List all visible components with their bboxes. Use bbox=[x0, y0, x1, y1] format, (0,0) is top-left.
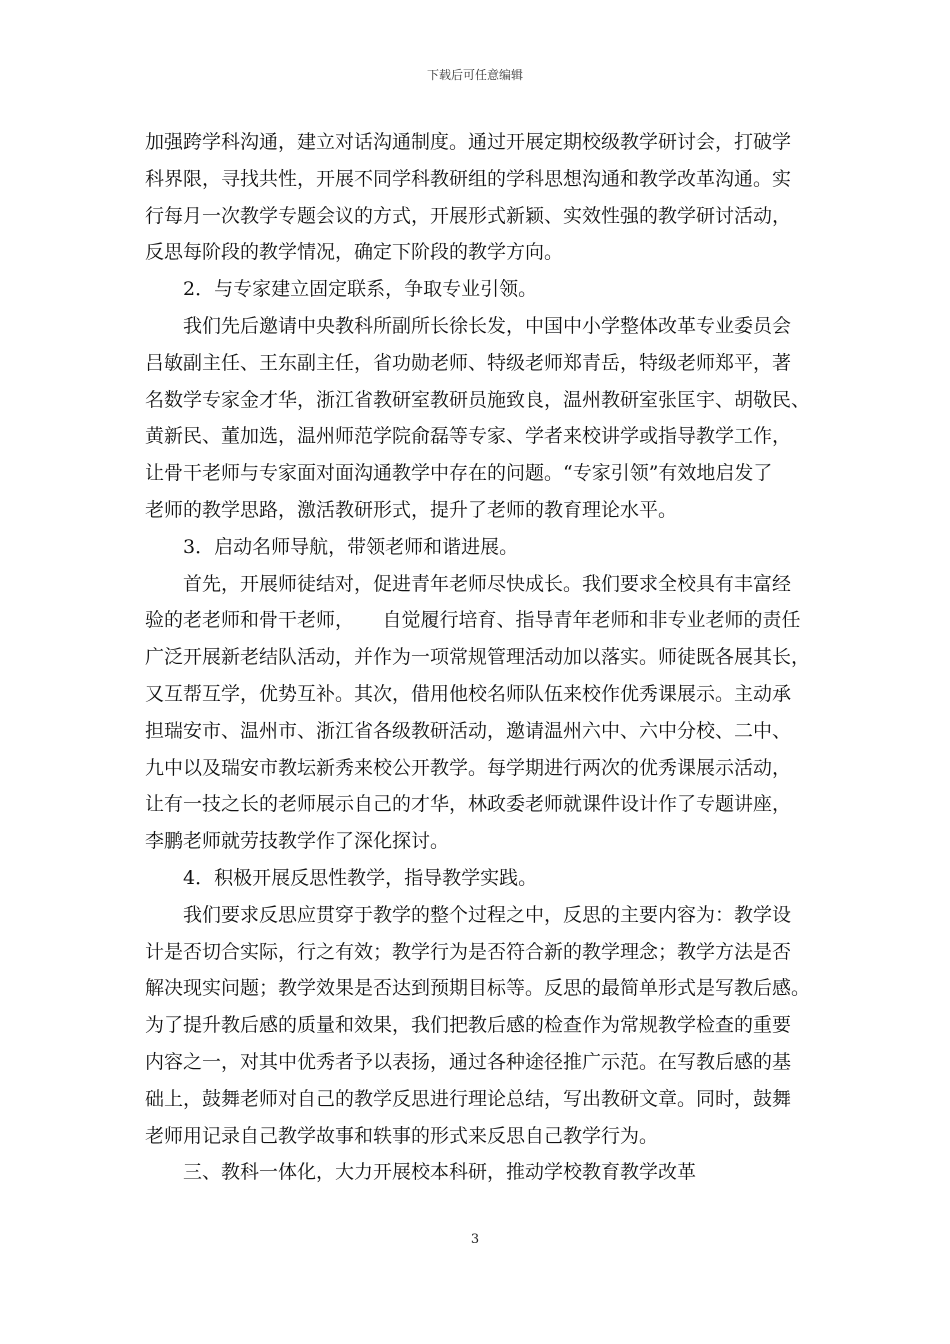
body-line: 内容之一，对其中优秀者予以表扬，通过各种途径推广示范。在写教后感的基 bbox=[145, 1050, 792, 1073]
body-line: 名数学专家金才华，浙江省教研室教研员施致良，温州教研室张匡宇、胡敬民、 bbox=[145, 388, 811, 411]
document-body bbox=[145, 124, 817, 1191]
body-line: 加强跨学科沟通，建立对话沟通制度。通过开展定期校级教学研讨会，打破学 bbox=[145, 131, 792, 153]
body-line: 九中以及瑞安市教坛新秀来校公开教学。每学期进行两次的优秀课展示活动， bbox=[145, 756, 792, 779]
body-line: 科界限，寻找共性，开展不同学科教研组的学科思想沟通和教学改革沟通。实 bbox=[145, 167, 792, 190]
body-line: 广泛开展新老结队活动，并作为一项常规管理活动加以落实。师徒既各展其长， bbox=[145, 646, 811, 669]
page-number: 3 bbox=[470, 1232, 480, 1247]
body-line: 老师的教学思路，激活教研形式，提升了老师的教育理论水平。 bbox=[145, 498, 678, 521]
body-line: 我们先后邀请中央教科所副所长徐长发，中国中小学整体改革专业委员会 bbox=[183, 314, 792, 337]
body-line: 为了提升教后感的质量和效果，我们把教后感的检查作为常规教学检查的重要 bbox=[145, 1014, 792, 1037]
body-line: 计是否切合实际，行之有效；教学行为是否符合新的教学理念；教学方法是否 bbox=[145, 940, 792, 963]
body-line: 解决现实问题；教学效果是否达到预期目标等。反思的最简单形式是写教后感。 bbox=[145, 977, 811, 1000]
section-heading: 3．启动名师导航，带领老师和谐进展。 bbox=[183, 535, 519, 558]
body-line: 老师用记录自己教学故事和轶事的形式来反思自己教学行为。 bbox=[145, 1124, 659, 1147]
section-heading: 4．积极开展反思性教学，指导教学实践。 bbox=[183, 866, 538, 889]
body-line: 反思每阶段的教学情况，确定下阶段的教学方向。 bbox=[145, 241, 564, 264]
body-line: 让有一技之长的老师展示自己的才华，林政委老师就课件设计作了专题讲座， bbox=[145, 793, 792, 816]
body-line: 让骨干老师与专家面对面沟通教学中存在的问题。“专家引领”有效地启发了 bbox=[145, 462, 773, 485]
page-header-note: 下载后可任意编辑 bbox=[426, 68, 523, 82]
body-line: 础上，鼓舞老师对自己的教学反思进行理论总结，写出教研文章。同时，鼓舞 bbox=[145, 1087, 792, 1110]
section-heading: 三、教科一体化，大力开展校本科研，推动学校教育教学改革 bbox=[183, 1161, 697, 1184]
body-line: 首先，开展师徒结对，促进青年老师尽快成长。我们要求全校具有丰富经 bbox=[183, 572, 792, 595]
body-line: 行每月一次教学专题会议的方式，开展形式新颖、实效性强的教学研讨活动， bbox=[145, 204, 792, 227]
body-line: 吕敏副主任、王东副主任，省功勋老师、特级老师郑青岳，特级老师郑平，著 bbox=[145, 351, 792, 374]
body-line: 李鹏老师就劳技教学作了深化探讨。 bbox=[145, 830, 450, 853]
body-line: 验的老老师和骨干老师， 自觉履行培育、指导青年老师和非专业老师的责任 bbox=[145, 609, 801, 632]
body-line: 担瑞安市、温州市、浙江省各级教研活动，邀请温州六中、六中分校、二中、 bbox=[145, 719, 792, 742]
body-line: 又互帮互学，优势互补。其次，借用他校名师队伍来校作优秀课展示。主动承 bbox=[145, 682, 792, 705]
body-line: 黄新民、董加选，温州师范学院俞磊等专家、学者来校讲学或指导教学工作， bbox=[145, 425, 792, 448]
section-heading: 2．与专家建立固定联系，争取专业引领。 bbox=[183, 278, 538, 301]
body-line: 我们要求反思应贯穿于教学的整个过程之中，反思的主要内容为：教学设 bbox=[183, 903, 792, 926]
